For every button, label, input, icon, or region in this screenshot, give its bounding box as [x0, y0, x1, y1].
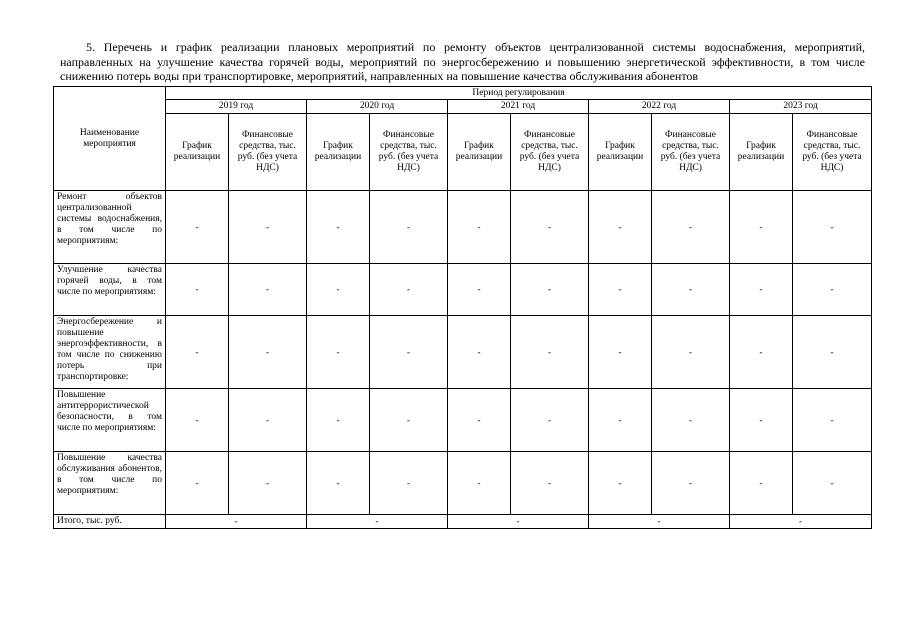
schedule-cell: - [730, 264, 793, 316]
total-value: - [166, 515, 307, 529]
finance-cell: - [370, 389, 448, 452]
finance-cell: - [793, 191, 872, 264]
schedule-cell: - [307, 316, 370, 389]
finance-cell: - [229, 452, 307, 515]
year-header: 2020 год [307, 100, 448, 114]
schedule-cell: - [730, 389, 793, 452]
schedule-cell: - [307, 264, 370, 316]
schedule-cell: - [589, 316, 652, 389]
finance-cell: - [793, 452, 872, 515]
finance-cell: - [511, 452, 589, 515]
finance-header: Финансовые средства, тыс. руб. (без учета НДС) [370, 114, 448, 191]
schedule-cell: - [307, 389, 370, 452]
schedule-cell: - [166, 389, 229, 452]
total-label: Итого, тыс. руб. [54, 515, 166, 529]
finance-cell: - [370, 452, 448, 515]
finance-cell: - [511, 264, 589, 316]
activity-name: Ремонт объектов централизованной системы водоснабжения, в том числе по мероприятиям: [54, 191, 166, 264]
schedule-cell: - [730, 191, 793, 264]
finance-cell: - [652, 264, 730, 316]
schedule-header: График реализации [730, 114, 793, 191]
table-row [54, 452, 872, 515]
schedule-cell: - [166, 316, 229, 389]
finance-header: Финансовые средства, тыс. руб. (без учета НДС) [511, 114, 589, 191]
schedule-cell: - [448, 191, 511, 264]
year-header: 2022 год [589, 100, 730, 114]
total-value: - [448, 515, 589, 529]
schedule-cell: - [589, 452, 652, 515]
year-header: 2019 год [166, 100, 307, 114]
finance-cell: - [511, 316, 589, 389]
finance-cell: - [652, 389, 730, 452]
finance-cell: - [370, 316, 448, 389]
activity-name: Повышение качества обслуживания абонентов, в том числе по мероприятиям: [54, 452, 166, 515]
schedule-cell: - [448, 264, 511, 316]
schedule-cell: - [448, 452, 511, 515]
schedule-header: График реализации [448, 114, 511, 191]
total-value: - [730, 515, 872, 529]
finance-cell: - [370, 264, 448, 316]
plan-table [53, 86, 872, 529]
finance-header: Финансовые средства, тыс. руб. (без учета НДС) [229, 114, 307, 191]
section-heading: 5. Перечень и график реализации плановых мероприятий по ремонту объектов централизованной системы водоснабжения, мероприятий, направленных на улучшение качества горячей воды, мероприятий по энергосбережению и повышению энергетической эффективности, в том числе снижению потерь воды при транспортировке, мероприятий, направленных на повышение качества обслуживания абонентов [60, 40, 865, 83]
finance-cell: - [511, 191, 589, 264]
year-header: 2023 год [730, 100, 872, 114]
table-row [54, 389, 872, 452]
schedule-cell: - [307, 452, 370, 515]
schedule-cell: - [166, 264, 229, 316]
finance-cell: - [793, 264, 872, 316]
finance-cell: - [652, 316, 730, 389]
finance-cell: - [793, 316, 872, 389]
finance-header: Финансовые средства, тыс. руб. (без учета НДС) [793, 114, 872, 191]
schedule-header: График реализации [307, 114, 370, 191]
total-value: - [589, 515, 730, 529]
table-row [54, 264, 872, 316]
finance-cell: - [652, 452, 730, 515]
schedule-cell: - [730, 316, 793, 389]
name-column-header: Наименование мероприятия [54, 87, 166, 191]
activity-name: Повышение антитеррористической безопасности, в том числе по мероприятиям: [54, 389, 166, 452]
schedule-header: График реализации [166, 114, 229, 191]
schedule-cell: - [166, 191, 229, 264]
schedule-cell: - [589, 389, 652, 452]
finance-cell: - [229, 264, 307, 316]
schedule-cell: - [589, 264, 652, 316]
period-header: Период регулирования [166, 87, 872, 100]
activity-name: Энергосбережение и повышение энергоэффективности, в том числе по снижению потерь при транспортировке: [54, 316, 166, 389]
total-row [54, 515, 872, 529]
finance-cell: - [511, 389, 589, 452]
year-header: 2021 год [448, 100, 589, 114]
finance-cell: - [229, 191, 307, 264]
schedule-cell: - [448, 389, 511, 452]
finance-cell: - [793, 389, 872, 452]
schedule-cell: - [307, 191, 370, 264]
finance-header: Финансовые средства, тыс. руб. (без учета НДС) [652, 114, 730, 191]
schedule-cell: - [166, 452, 229, 515]
total-value: - [307, 515, 448, 529]
finance-cell: - [229, 316, 307, 389]
table-row [54, 316, 872, 389]
schedule-header: График реализации [589, 114, 652, 191]
schedule-cell: - [589, 191, 652, 264]
finance-cell: - [229, 389, 307, 452]
table-row [54, 191, 872, 264]
schedule-cell: - [730, 452, 793, 515]
schedule-cell: - [448, 316, 511, 389]
activity-name: Улучшение качества горячей воды, в том числе по мероприятиям: [54, 264, 166, 316]
finance-cell: - [652, 191, 730, 264]
finance-cell: - [370, 191, 448, 264]
